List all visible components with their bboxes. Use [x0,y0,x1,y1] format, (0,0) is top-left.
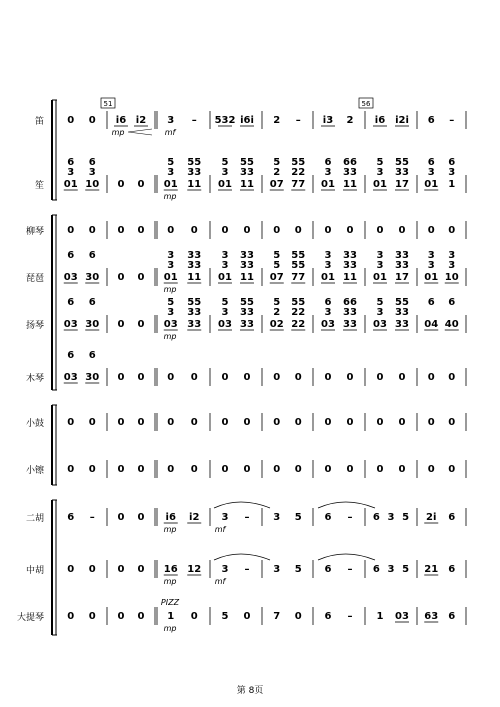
note: 01 [163,272,178,283]
note: 03 [63,272,78,283]
slur [214,554,270,560]
note: 0 [273,225,281,236]
note-upper: 6 [67,250,75,261]
note: 0 [117,564,125,575]
note: 03 [163,319,178,330]
note: 17 [395,272,409,283]
note-upper: 6 [324,157,332,168]
note: 0 [67,417,75,428]
note-upper: 5 [376,297,384,308]
dynamic-pizz: PIZZ [160,598,180,607]
note-upper: 33 [395,250,409,261]
note-middle: 33 [395,260,409,271]
note: 0 [167,225,175,236]
note: 0 [346,372,354,383]
rehearsal-mark: 51 [103,100,113,108]
note-middle: 33 [187,167,202,178]
note: 0 [117,611,125,622]
note: 0 [273,372,281,383]
note-middle: 33 [343,167,357,178]
note-middle: 33 [240,307,254,318]
note: 6 [324,611,332,622]
note: 0 [346,417,354,428]
note-middle: 22 [291,307,306,318]
note: 04 [424,319,439,330]
note: 30 [85,272,100,283]
note: 3 [221,512,229,523]
note: 6 [448,512,456,523]
dynamic-mf: mf [164,128,176,137]
note-upper: 55 [291,157,306,168]
crescendo-hairpin [128,129,152,135]
note: 40 [444,319,459,330]
note: 6 [372,564,380,575]
note: 17 [395,179,409,190]
note: 0 [376,464,384,475]
note: 01 [424,179,439,190]
note: – [89,512,95,523]
note: 0 [221,225,229,236]
note-upper: 5 [273,250,281,261]
instrument-label: 木琴 [25,374,44,384]
note-middle: 3 [448,260,456,271]
note: 0 [67,611,75,622]
note-upper: 5 [273,297,281,308]
note-upper: 33 [240,250,254,261]
note-upper: 3 [448,250,456,261]
note-upper: 33 [187,250,202,261]
note: 01 [424,272,439,283]
note-upper: 5 [273,157,281,168]
note: i6 [115,115,127,126]
note: 01 [373,179,387,190]
note-upper: 6 [88,297,96,308]
note: 0 [243,372,251,383]
note-upper: 55 [240,157,254,168]
note: 0 [398,372,406,383]
note: 0 [117,225,125,236]
note-middle: 2 [273,307,281,318]
note: 0 [190,417,198,428]
note: 11 [187,179,202,190]
note-middle: 33 [395,307,409,318]
note: 0 [88,115,96,126]
note: 33 [240,319,254,330]
note: 2 [273,115,281,126]
note: 0 [273,417,281,428]
dynamic-mp: mp [163,285,177,294]
note: 03 [321,319,335,330]
note-upper: 6 [427,157,435,168]
note-middle: 3 [427,260,435,271]
instrument-label: 二胡 [25,514,44,524]
note: 77 [291,179,306,190]
note: 0 [427,225,435,236]
note-middle: 33 [343,260,357,271]
rehearsal-mark: 56 [361,100,371,108]
note: 1 [376,611,384,622]
note: i2 [189,512,200,523]
note: 0 [243,611,251,622]
note: 0 [427,372,435,383]
dynamic-mf: mf [214,577,226,586]
note-upper: 6 [427,297,435,308]
note: – [244,564,250,575]
note: 0 [294,611,302,622]
note-middle: 22 [291,167,306,178]
note: 0 [376,225,384,236]
note: 0 [221,464,229,475]
note: 7 [273,611,281,622]
note: 0 [167,417,175,428]
note: 0 [67,564,75,575]
note: 01 [218,272,232,283]
dynamic-mp: mp [163,192,177,201]
note: 11 [240,179,254,190]
note: 03 [218,319,232,330]
note: 0 [137,464,145,475]
note-middle: 3 [376,307,384,318]
note: 03 [63,319,78,330]
note-upper: 6 [448,297,456,308]
note: 0 [398,225,406,236]
note-upper: 6 [67,157,75,168]
page-number: 第 8页 [236,686,264,696]
note-middle: 3 [324,167,332,178]
note: 5 [294,564,302,575]
note-middle: 33 [187,307,202,318]
note: 0 [294,372,302,383]
note-middle: 3 [88,167,96,178]
note: 0 [117,179,125,190]
note: 0 [190,372,198,383]
note: – [244,512,250,523]
note: 0 [117,464,125,475]
note: 01 [218,179,232,190]
note-middle: 3 [167,167,175,178]
note-middle: 33 [187,260,202,271]
note-middle: 3 [167,307,175,318]
note: 3 [167,115,175,126]
instrument-label: 笙 [34,181,44,191]
note: 0 [324,372,332,383]
note: 0 [190,464,198,475]
note: 5 [294,512,302,523]
note: 6 [448,611,456,622]
note-middle: 33 [343,307,357,318]
note: 0 [324,225,332,236]
note-upper: 6 [88,250,96,261]
dynamic-mp: mp [163,577,177,586]
note: 63 [424,611,439,622]
note: 0 [376,417,384,428]
note: 21 [424,564,439,575]
instrument-label: 小镲 [25,466,44,476]
note-upper: 55 [240,297,254,308]
note: 11 [240,272,254,283]
note: 5 [402,564,410,575]
note: i2 [135,115,147,126]
note-upper: 3 [221,250,229,261]
note: 0 [221,417,229,428]
note: 0 [448,417,456,428]
note: 12 [187,564,202,575]
note-middle: 3 [376,167,384,178]
note-upper: 6 [88,350,96,361]
note: 02 [269,319,284,330]
note: 0 [117,272,125,283]
instrument-label: 笛 [34,117,44,127]
note: 01 [63,179,78,190]
note: 0 [117,372,125,383]
instrument-label: 琵琶 [25,274,44,284]
note: 0 [190,225,198,236]
dynamic-mp: mp [163,332,177,341]
note: 03 [373,319,387,330]
note-upper: 6 [324,297,332,308]
note: 0 [88,564,96,575]
note: 0 [137,564,145,575]
instrument-label: 中胡 [25,566,44,576]
note: 0 [67,115,75,126]
slur [318,502,375,508]
note: 0 [67,225,75,236]
note-upper: 55 [187,297,202,308]
note-upper: 66 [343,157,357,168]
note-upper: 6 [88,157,96,168]
note: 3 [273,512,281,523]
note: 01 [373,272,387,283]
note: 33 [343,319,357,330]
note: 0 [137,179,145,190]
note: 16 [163,564,178,575]
note-middle: 3 [448,167,456,178]
note: 0 [427,464,435,475]
note: 1 [448,179,456,190]
note-middle: 3 [221,260,229,271]
note: 07 [269,272,284,283]
note: 5 [221,611,229,622]
note: 0 [243,417,251,428]
note-upper: 6 [67,297,75,308]
note-upper: 5 [221,297,229,308]
note: 0 [346,225,354,236]
note: 0 [273,464,281,475]
note-upper: 6 [448,157,456,168]
note: 0 [137,417,145,428]
note: i6 [165,512,176,523]
note-middle: 33 [240,260,254,271]
note: 5 [402,512,410,523]
note: 0 [294,417,302,428]
note-middle: 3 [324,307,332,318]
dynamic-mp: mp [163,624,177,633]
note-middle: 3 [221,307,229,318]
note-middle: 3 [427,167,435,178]
note-upper: 5 [167,297,175,308]
note: 6 [324,564,332,575]
note: – [449,115,455,126]
note: 0 [294,464,302,475]
note-middle: 5 [273,260,281,271]
note: 0 [88,225,96,236]
instrument-label: 大提琴 [16,613,44,623]
note: 0 [137,512,145,523]
note-upper: 33 [343,250,357,261]
note: i6 [374,115,386,126]
note: i3 [322,115,334,126]
note: 0 [137,272,145,283]
note: 6 [427,115,435,126]
note: 0 [67,464,75,475]
note-upper: 3 [427,250,435,261]
note-middle: 3 [221,167,229,178]
note: 3 [221,564,229,575]
dynamic-mf: mf [214,525,226,534]
note: 0 [376,372,384,383]
note: 0 [137,319,145,330]
note-middle: 3 [167,260,175,271]
note-middle: 55 [291,260,306,271]
dynamic-mp: mp [163,525,177,534]
note: 2 [346,115,354,126]
note-upper: 55 [187,157,202,168]
note: 0 [221,372,229,383]
note-upper: 55 [291,250,306,261]
note: 0 [294,225,302,236]
note: 01 [321,179,335,190]
note: 0 [448,225,456,236]
note-middle: 3 [324,260,332,271]
note: 0 [324,464,332,475]
note: 0 [324,417,332,428]
note: 10 [444,272,459,283]
instrument-label: 柳琴 [25,227,44,237]
note: 30 [85,319,100,330]
note: 33 [187,319,202,330]
instrument-label: 扬琴 [25,321,44,331]
note: 0 [137,611,145,622]
note: 0 [88,611,96,622]
note: 3 [387,512,395,523]
instrument-label: 小鼓 [25,419,44,429]
note-upper: 55 [291,297,306,308]
note: i6i [240,115,254,126]
note-middle: 3 [67,167,75,178]
note: – [191,115,197,126]
note: 6 [448,564,456,575]
note: 01 [163,179,178,190]
note-upper: 3 [167,250,175,261]
note: 30 [85,372,100,383]
dynamic-mp: mp [111,128,125,137]
note: 6 [372,512,380,523]
note: 0 [167,464,175,475]
note: 0 [88,417,96,428]
slur [318,554,375,560]
note: 3 [273,564,281,575]
note-middle: 3 [376,260,384,271]
note-upper: 3 [324,250,332,261]
note: 0 [427,417,435,428]
note-upper: 6 [67,350,75,361]
note: 6 [324,512,332,523]
note-upper: 66 [343,297,357,308]
note: 532 [214,115,236,126]
note: 0 [243,225,251,236]
note: 0 [243,464,251,475]
note-middle: 33 [240,167,254,178]
note: 10 [85,179,100,190]
note: 0 [190,611,198,622]
note: 6 [67,512,75,523]
note: 77 [291,272,306,283]
note: – [347,512,353,523]
note: 11 [343,179,357,190]
note: 01 [321,272,335,283]
note-middle: 33 [395,167,409,178]
note-upper: 55 [395,157,409,168]
note: 0 [117,319,125,330]
note: 0 [117,417,125,428]
slur [214,502,270,508]
note-upper: 55 [395,297,409,308]
note: 07 [269,179,284,190]
note: 1 [167,611,175,622]
note: 0 [117,512,125,523]
note: 3 [387,564,395,575]
note: – [347,611,353,622]
note: 0 [88,464,96,475]
note: 2i [426,512,437,523]
note: i2i [395,115,409,126]
note: 0 [448,372,456,383]
note: – [295,115,301,126]
note: 03 [395,611,409,622]
note: 33 [395,319,409,330]
note: 0 [137,225,145,236]
note: 0 [398,464,406,475]
note-upper: 5 [376,157,384,168]
note: – [347,564,353,575]
note: 0 [398,417,406,428]
note: 0 [137,372,145,383]
note: 0 [346,464,354,475]
note-upper: 5 [167,157,175,168]
note: 11 [187,272,202,283]
note: 11 [343,272,357,283]
note-middle: 2 [273,167,281,178]
note: 0 [448,464,456,475]
note-upper: 5 [221,157,229,168]
note: 22 [291,319,306,330]
note: 03 [63,372,78,383]
note: 0 [167,372,175,383]
note-upper: 3 [376,250,384,261]
